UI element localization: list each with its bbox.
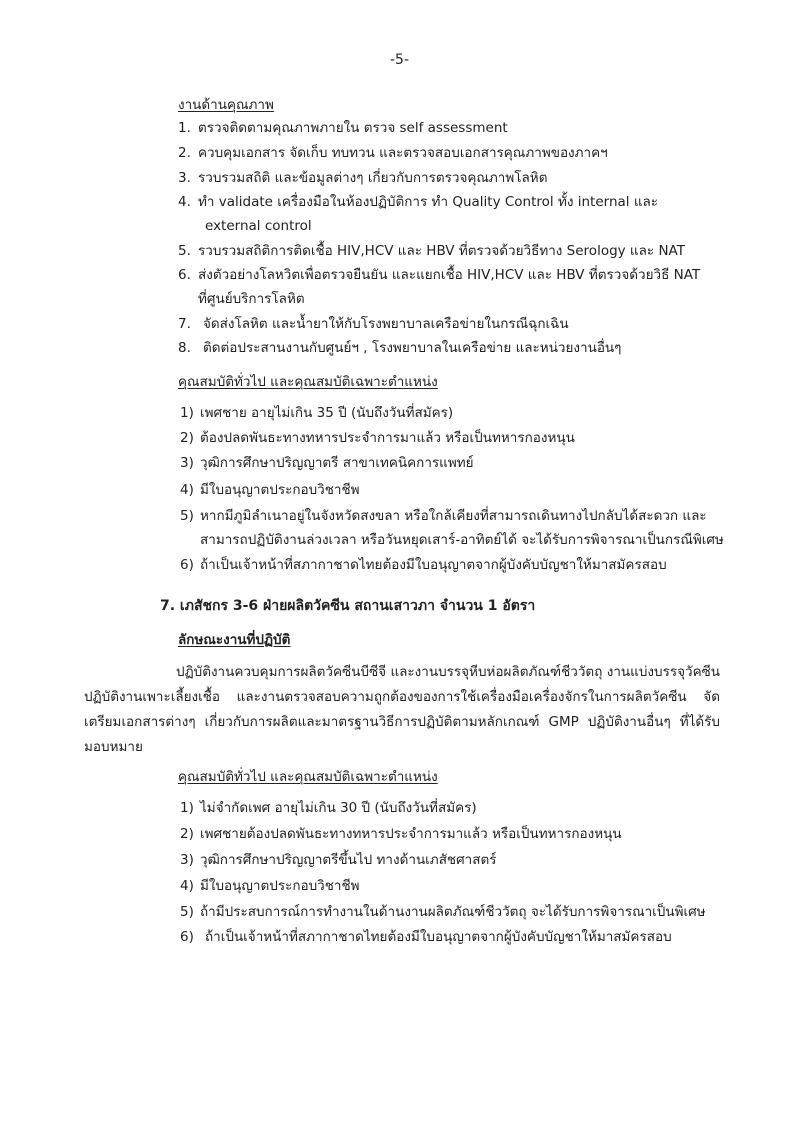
qualification-num: 5) [180, 508, 194, 524]
qualification-num: 3) [180, 852, 194, 868]
quality-item-text: ควบคุมเอกสาร จัดเก็บ ทบทวน และตรวจสอบเอกสารคุณภาพของภาคฯ [198, 145, 608, 161]
quality-heading: งานด้านคุณภาพ [178, 97, 274, 113]
quality-item-num: 7. [178, 316, 191, 332]
qualification-text: ถ้ามีประสบการณ์การทำงานในด้านงานผลิตภัณฑ์ชีววัตถุ จะได้รับการพิจารณาเป็นพิเศษ [200, 904, 706, 920]
qualification-text: หากมีภูมิลำเนาอยู่ในจังหวัดสงขลา หรือใกล้เคียงที่สามารถเดินทางไปกลับได้สะดวก และ [200, 508, 707, 524]
quality-item-text: ติดต่อประสานงานกับศูนย์ฯ , โรงพยาบาลในเครือข่าย และหน่วยงานอื่นๆ [203, 340, 622, 356]
qualification-num: 4) [180, 878, 194, 894]
qualification-continuation: สามารถปฏิบัติงานล่วงเวลา หรือวันหยุดเสาร์-อาทิตย์ได้ จะได้รับการพิจารณาเป็นกรณีพิเศษ [200, 532, 724, 548]
page-number: -5- [390, 52, 410, 68]
qualification-num: 4) [180, 482, 194, 498]
qualification-num: 1) [180, 405, 194, 421]
qualification-num: 5) [180, 904, 194, 920]
quality-item-num: 4. [178, 194, 191, 210]
quality-item-text: ตรวจติดตามคุณภาพภายใน ตรวจ self assessment [198, 120, 508, 136]
quality-item-text: รวบรวมสถิติการติดเชื้อ HIV,HCV และ HBV ที่ตรวจด้วยวิธีทาง Serology และ NAT [198, 243, 685, 259]
qualification-text: ถ้าเป็นเจ้าหน้าที่สภากาชาดไทยต้องมีใบอนุญาตจากผู้บังคับบัญชาให้มาสมัครสอบ [200, 557, 667, 573]
position-title: 7. เภสัชกร 3-6 ฝ่ายผลิตวัคซีน สถานเสาวภา จำนวน 1 อัตรา [160, 598, 536, 614]
qualification-num: 6) [180, 557, 194, 573]
qualification-text: ไม่จำกัดเพศ อายุไม่เกิน 30 ปี (นับถึงวันที่สมัคร) [200, 800, 477, 816]
qualification-text: เพศชาย อายุไม่เกิน 35 ปี (นับถึงวันที่สมัคร) [200, 405, 454, 421]
quality-item-num: 8. [178, 340, 191, 356]
quality-item-continuation: external control [205, 218, 312, 234]
quality-item-continuation: ที่ศูนย์บริการโลหิต [198, 291, 305, 307]
qualification-num: 2) [180, 430, 194, 446]
qualification-text: วุฒิการศึกษาปริญญาตรีขึ้นไป ทางด้านเภสัชศาสตร์ [200, 852, 497, 868]
quality-item-text: ทำ validate เครื่องมือในห้องปฏิบัติการ ทำ Quality Control ทั้ง internal และ [198, 194, 659, 210]
qualifications-heading: คุณสมบัติทั่วไป และคุณสมบัติเฉพาะตำแหน่ง [178, 374, 438, 390]
quality-item-text: ส่งตัวอย่างโลหวิตเพื่อตรวจยืนยัน และแยกเชื้อ HIV,HCV และ HBV ที่ตรวจด้วยวิธี NAT [198, 267, 701, 283]
duties-heading: ลักษณะงานที่ปฏิบัติ [178, 632, 291, 648]
quality-item-text: รวบรวมสถิติ และข้อมูลต่างๆ เกี่ยวกับการตรวจคุณภาพโลหิต [198, 170, 548, 186]
qualification-text: มีใบอนุญาตประกอบวิชาชีพ [200, 482, 360, 498]
qualification-num: 6) [180, 929, 194, 945]
qualification-num: 3) [180, 455, 194, 471]
quality-item-text: จัดส่งโลหิต และน้ำยาให้กับโรงพยาบาลเครือข่ายในกรณีฉุกเฉิน [203, 316, 569, 332]
duties-paragraph: ปฏิบัติงานควบคุมการผลิตวัคซีนบีซีจี และงานบรรจุหีบห่อผลิตภัณฑ์ชีววัตถุ งานแบ่งบรรจุวัคซีนปฏิบัติงานเพาะเลี้ยงเชื้อ และงานตรวจสอบความถูกต้องของการใช้เครื่องมือเครื่องจักรในการผลิตวัคซีน จัดเตรียมเอกสารต่างๆ เกี่ยวกับการผลิตและมาตรฐานวิธีการปฏิบัติตามหลักเกณฑ์ GMP ปฏิบัติงานอื่นๆ ที่ได้รับมอบหมาย [84, 664, 720, 755]
qualification-text: วุฒิการศึกษาปริญญาตรี สาขาเทคนิคการแพทย์ [200, 455, 474, 471]
quality-item-num: 6. [178, 267, 191, 283]
qualification-text: ต้องปลดพันธะทางทหารประจำการมาแล้ว หรือเป็นทหารกองหนุน [200, 430, 575, 446]
qualification-text: ถ้าเป็นเจ้าหน้าที่สภากาชาดไทยต้องมีใบอนุญาตจากผู้บังคับบัญชาให้มาสมัครสอบ [205, 929, 672, 945]
quality-item-num: 3. [178, 170, 191, 186]
qualification-num: 2) [180, 826, 194, 842]
quality-item-num: 1. [178, 120, 191, 136]
quality-item-num: 5. [178, 243, 191, 259]
qualification-text: มีใบอนุญาตประกอบวิชาชีพ [200, 878, 360, 894]
qualifications-heading: คุณสมบัติทั่วไป และคุณสมบัติเฉพาะตำแหน่ง [178, 769, 438, 785]
qualification-num: 1) [180, 800, 194, 816]
quality-item-num: 2. [178, 145, 191, 161]
qualification-text: เพศชายต้องปลดพันธะทางทหารประจำการมาแล้ว หรือเป็นทหารกองหนุน [200, 826, 622, 842]
